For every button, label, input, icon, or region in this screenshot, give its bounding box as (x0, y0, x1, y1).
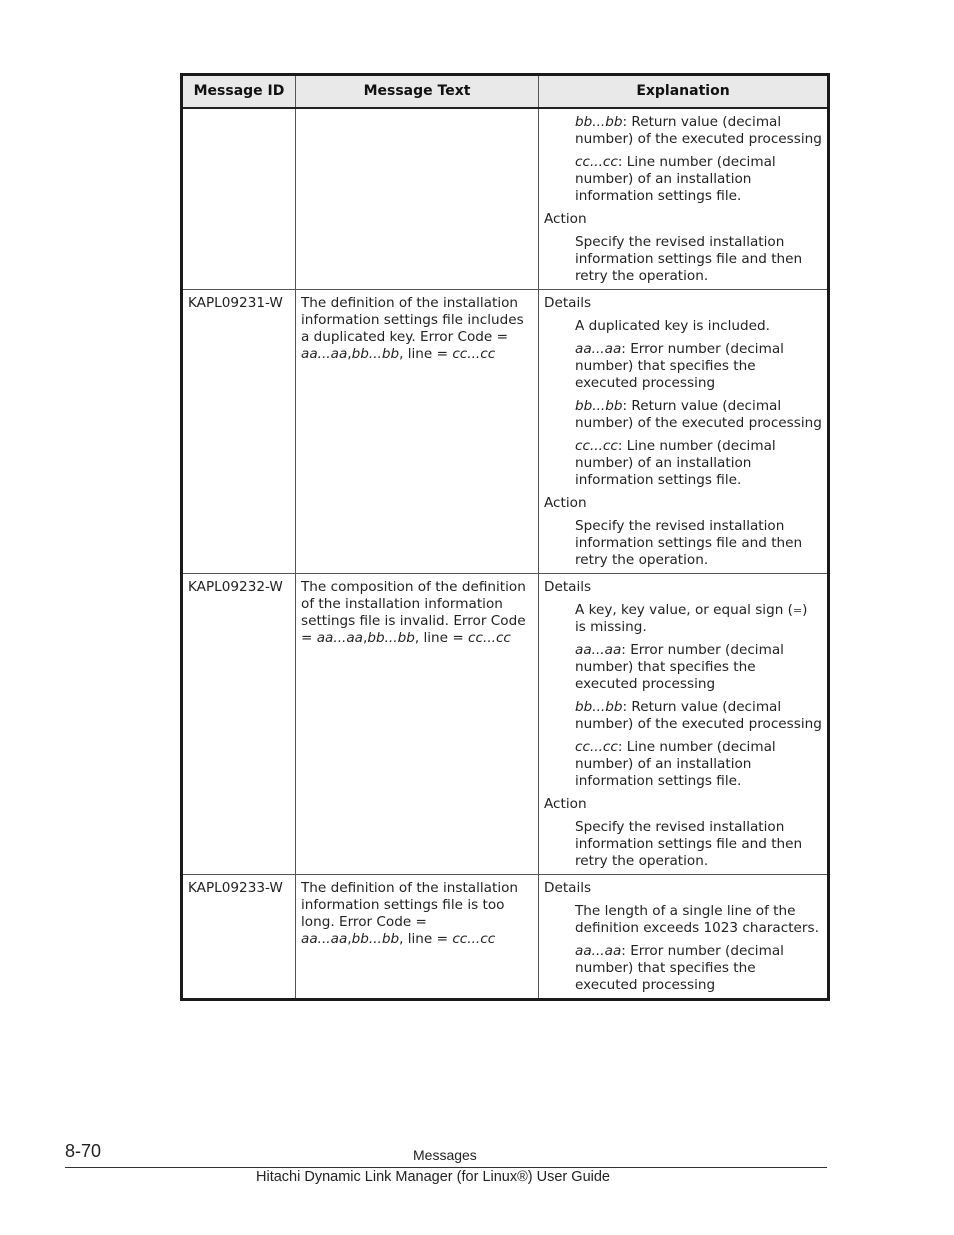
header-explanation: Explanation (539, 75, 829, 109)
message-id-cell: KAPL09232-W (182, 574, 296, 875)
table-row (182, 290, 829, 574)
explanation-cell (539, 108, 829, 290)
action-text: Specify the revised installation information settings file and then retry the operation. (575, 234, 803, 284)
messages-table (180, 73, 830, 1001)
header-message-id: Message ID (182, 75, 296, 109)
line-number-note: cc...cc: Line number (decimal number) of an installation information settings file. (575, 154, 776, 204)
message-text-cell: The definition of the installation information settings file is too long. Error Code = aa...aa,bb...bb, line = cc...cc (296, 875, 539, 1000)
error-number-note: aa...aa: Error number (decimal number) that specifies the executed processing (575, 943, 784, 993)
action-label: Action (544, 495, 587, 511)
explanation-cell (539, 574, 829, 875)
header-message-text: Message Text (296, 75, 539, 109)
action-label: Action (544, 796, 587, 812)
details-text: A key, key value, or equal sign (=) is missing. (575, 602, 808, 635)
error-number-note: aa...aa: Error number (decimal number) that specifies the executed processing (575, 642, 784, 692)
return-value-note: bb...bb: Return value (decimal number) of the executed processing (575, 114, 822, 147)
message-text-cell: The definition of the installation information settings file includes a duplicated key. Error Code = aa...aa,bb...bb, line = cc...cc (296, 290, 539, 574)
table-row (182, 875, 829, 1000)
action-text: Specify the revised installation information settings file and then retry the operation. (575, 518, 803, 568)
action-text: Specify the revised installation information settings file and then retry the operation. (575, 819, 803, 869)
details-text: A duplicated key is included. (575, 318, 770, 334)
footer-book-title: Hitachi Dynamic Link Manager (for Linux®) User Guide (256, 1169, 610, 1185)
details-label: Details (544, 579, 592, 595)
details-label: Details (544, 880, 592, 896)
explanation-cell (539, 875, 829, 1000)
details-label: Details (544, 295, 592, 311)
details-text: The length of a single line of the definition exceeds 1023 characters. (575, 903, 819, 936)
footer-divider (65, 1167, 827, 1168)
table-row (182, 574, 829, 875)
footer-section-title: Messages (413, 1147, 477, 1163)
message-id-cell: KAPL09233-W (182, 875, 296, 1000)
explanation-cell (539, 290, 829, 574)
table-row (182, 108, 829, 290)
page-number: 8-70 (65, 1141, 102, 1161)
message-id-cell: KAPL09231-W (182, 290, 296, 574)
table-header-row (182, 75, 829, 109)
return-value-note: bb...bb: Return value (decimal number) of the executed processing (575, 398, 822, 431)
message-text-cell: The composition of the definition of the installation information settings file is invalid. Error Code = aa...aa,bb...bb, line = cc...cc (296, 574, 539, 875)
action-label: Action (544, 211, 587, 227)
line-number-note: cc...cc: Line number (decimal number) of an installation information settings file. (575, 438, 776, 488)
message-id-cell (182, 108, 296, 290)
line-number-note: cc...cc: Line number (decimal number) of an installation information settings file. (575, 739, 776, 789)
message-text-cell (296, 108, 539, 290)
error-number-note: aa...aa: Error number (decimal number) that specifies the executed processing (575, 341, 784, 391)
return-value-note: bb...bb: Return value (decimal number) of the executed processing (575, 699, 822, 732)
